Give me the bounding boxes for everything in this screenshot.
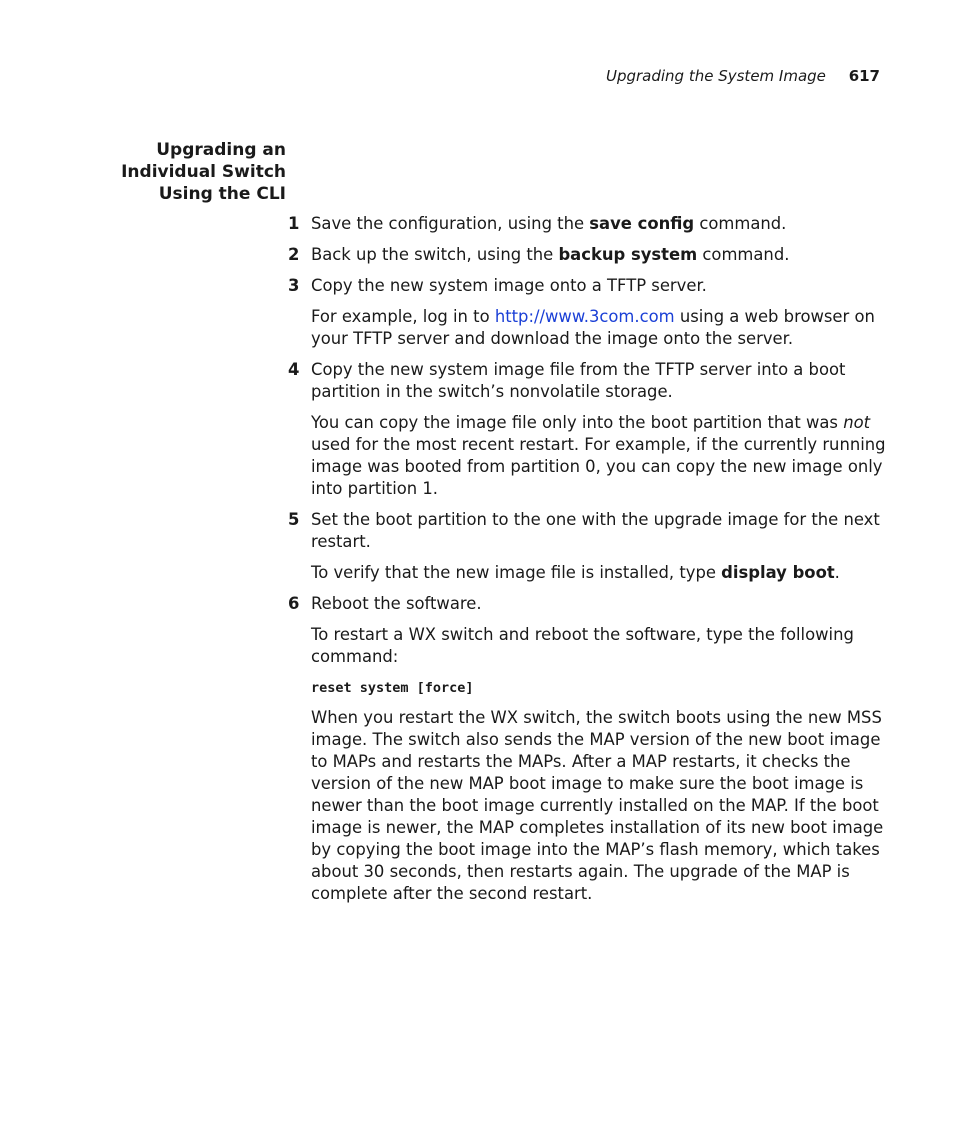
step-3-note: [288, 306, 888, 350]
step-number: 4: [288, 360, 300, 379]
note-text: using a web browser on your TFTP server and download the image onto the server.: [311, 307, 875, 348]
step-text: Back up the switch, using the: [311, 245, 559, 264]
step-text: Reboot the software.: [311, 594, 482, 613]
page-number: 617: [848, 67, 880, 85]
note-text: .: [834, 563, 840, 582]
step-4: [288, 359, 888, 403]
step-6-note: To restart a WX switch and reboot the software, type the following command:: [311, 625, 854, 666]
step-number: 6: [288, 594, 300, 613]
command-name: display boot: [721, 563, 835, 582]
step-text: Set the boot partition to the one with the upgrade image for the next restart.: [311, 510, 880, 551]
step-number: 5: [288, 510, 300, 529]
note-text: For example, log in to: [311, 307, 495, 326]
step-text: Save the configuration, using the: [311, 214, 590, 233]
step-5: [288, 509, 888, 553]
step-1: [288, 213, 888, 235]
section-heading: [56, 139, 286, 205]
procedure-body: [288, 213, 888, 914]
command-name: backup system: [558, 245, 698, 264]
running-header: [606, 66, 880, 86]
step-5-note: [288, 562, 888, 584]
command-example: reset system [force]: [311, 680, 474, 696]
step-text: Copy the new system image onto a TFTP server.: [311, 276, 707, 295]
step-6-explanation: When you restart the WX switch, the switch boots using the new MSS image. The switch also sends the MAP version of the new boot image to MAPs and restarts the MAPs. After a MAP restarts, it checks the version of the new MAP boot image to make sure the boot image is newer than the boot image currently installed on the MAP. If the boot image is newer, the MAP completes installation of its new boot image by copying the boot image into the MAP’s flash memory, which takes about 30 seconds, then restarts again. The upgrade of the MAP is complete after the second restart.: [311, 708, 884, 903]
section-heading-line: Using the CLI: [158, 184, 286, 204]
step-number: 3: [288, 276, 300, 295]
section-heading-line: Individual Switch: [121, 162, 286, 182]
note-text: To verify that the new image file is installed, type: [311, 563, 722, 582]
step-number: 1: [288, 214, 300, 233]
step-text: Copy the new system image file from the TFTP server into a boot partition in the switch’s nonvolatile storage.: [311, 360, 846, 401]
step-4-note: [288, 412, 888, 500]
step-number: 2: [288, 245, 300, 264]
step-3: [288, 275, 888, 297]
3com-link[interactable]: http://www.3com.com: [494, 307, 675, 326]
step-2: [288, 244, 888, 266]
step-text: command.: [697, 245, 790, 264]
step-6: [288, 593, 888, 615]
step-text: command.: [694, 214, 787, 233]
note-text: used for the most recent restart. For example, if the currently running image was booted from partition 0, you can copy the new image only into partition 1.: [311, 435, 886, 498]
command-name: save config: [589, 214, 695, 233]
section-heading-line: Upgrading an: [156, 140, 286, 160]
note-text: You can copy the image file only into the boot partition that was: [311, 413, 844, 432]
running-header-title: Upgrading the System Image: [605, 67, 826, 85]
emphasis-text: not: [843, 413, 871, 432]
